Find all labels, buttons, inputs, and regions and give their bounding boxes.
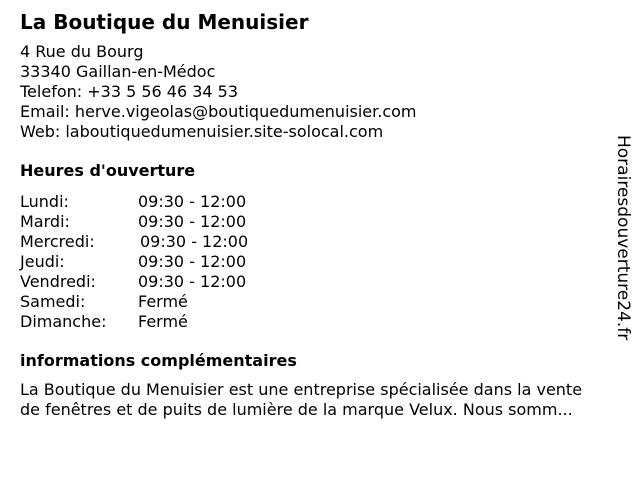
hours-time: 09:30 - 12:00 — [138, 192, 247, 211]
hours-day: Lundi: — [20, 192, 69, 211]
hours-day: Jeudi: — [20, 252, 65, 271]
address-line-2: 33340 Gaillan-en-Médoc — [20, 62, 216, 81]
hours-day: Mardi: — [20, 212, 70, 231]
hours-day: Mercredi: — [20, 232, 95, 251]
hours-row-saturday — [20, 292, 620, 312]
info-description-line-1: La Boutique du Menuisier est une entreprise spécialisée dans la vente — [20, 380, 583, 399]
hours-day: Samedi: — [20, 292, 86, 311]
hours-row-sunday — [20, 312, 620, 332]
brand-watermark: Horairesdouverture24.fr — [613, 135, 633, 341]
contact-block — [20, 42, 620, 142]
email-text: Email: herve.vigeolas@boutiquedumenuisier.com — [20, 102, 417, 121]
hours-day: Vendredi: — [20, 272, 96, 291]
info-description-line-2: de fenêtres et de puits de lumière de la marque Velux. Nous somm... — [20, 400, 573, 419]
business-name: La Boutique du Menuisier — [20, 10, 309, 34]
hours-row-thursday — [20, 252, 620, 272]
hours-row-monday — [20, 192, 620, 212]
hours-time: 09:30 - 12:00 — [138, 212, 247, 231]
hours-time: Fermé — [138, 292, 188, 311]
website-text: Web: laboutiquedumenuisier.site-solocal.com — [20, 122, 384, 141]
hours-row-friday — [20, 272, 620, 292]
hours-time: 09:30 - 12:00 — [140, 232, 249, 251]
hours-day: Dimanche: — [20, 312, 107, 331]
phone-text: Telefon: +33 5 56 46 34 53 — [20, 82, 239, 101]
address-line-1: 4 Rue du Bourg — [20, 42, 144, 61]
hours-row-wednesday — [20, 232, 620, 252]
hours-list — [20, 192, 620, 332]
hours-row-tuesday — [20, 212, 620, 232]
info-title: informations complémentaires — [20, 351, 297, 370]
hours-time: Fermé — [138, 312, 188, 331]
info-description — [20, 380, 630, 420]
hours-time: 09:30 - 12:00 — [138, 272, 247, 291]
hours-time: 09:30 - 12:00 — [138, 252, 247, 271]
business-card — [20, 10, 620, 420]
hours-title: Heures d'ouverture — [20, 161, 196, 180]
